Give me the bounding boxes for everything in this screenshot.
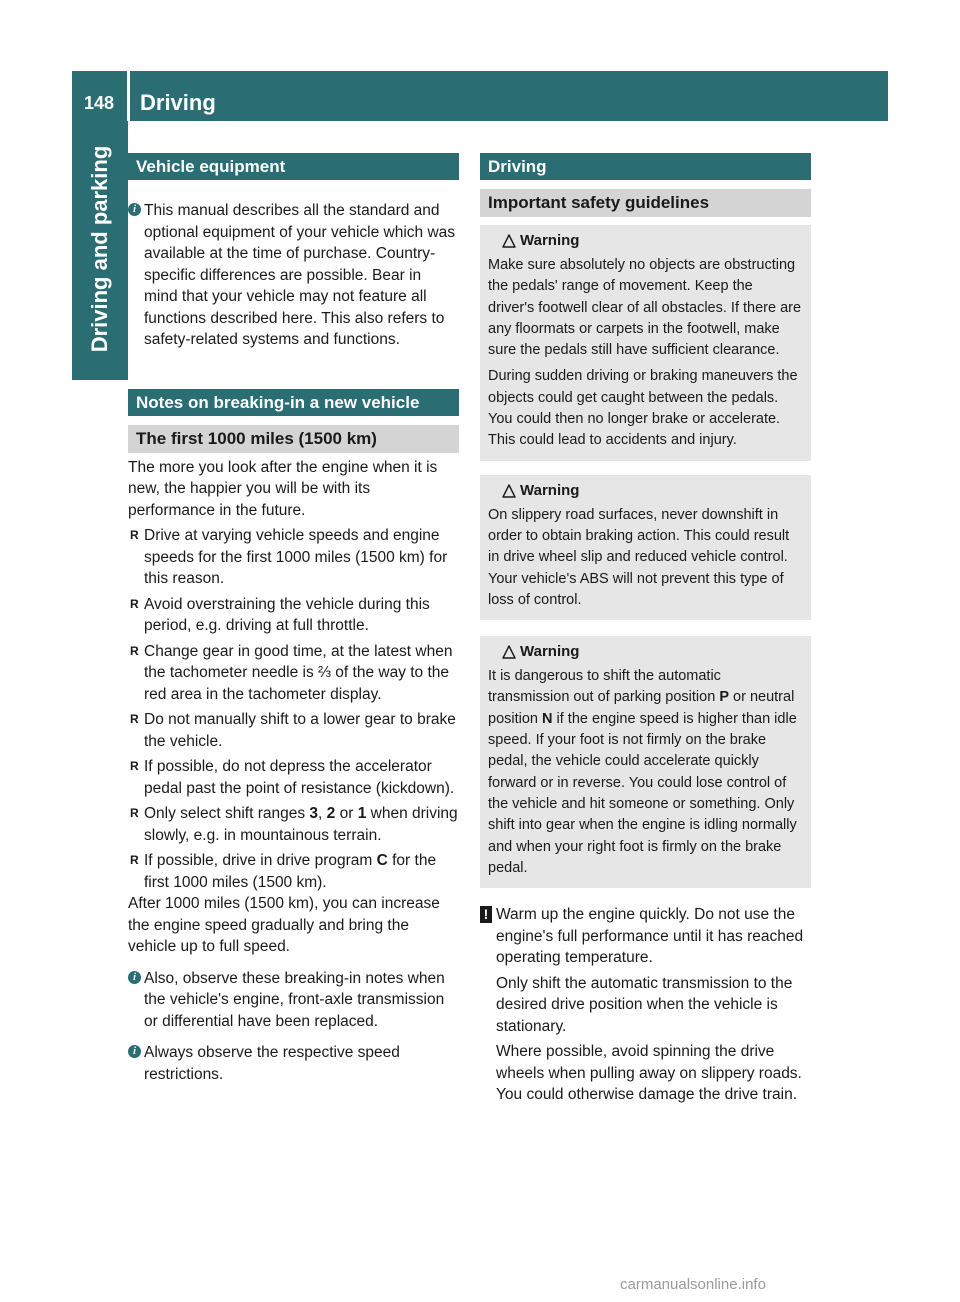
- text-run: or: [335, 805, 358, 822]
- heading-vehicle-equipment: Vehicle equipment: [128, 153, 459, 180]
- side-tab-label: Driving and parking: [87, 145, 112, 353]
- left-column: [128, 153, 459, 1085]
- exclamation-icon: !: [480, 906, 492, 923]
- warning-label: Warning: [520, 643, 580, 661]
- breaking-in-list: [128, 525, 459, 893]
- notice-text: Where possible, avoid spinning the drive wheels when pulling away on slippery roads. You could otherwise damage the drive train.: [496, 1043, 802, 1104]
- header-divider: [127, 71, 130, 121]
- warning-triangle-icon: [502, 645, 516, 659]
- list-item: R Drive at varying vehicle speeds and engine speeds for the first 1000 miles (1500 km) for this reason.: [128, 525, 459, 590]
- info-icon: i: [128, 203, 141, 216]
- list-item: R If possible, do not depress the accelerator pedal past the point of resistance (kickdown).: [128, 756, 459, 799]
- list-item-shift-ranges: [128, 803, 459, 846]
- chapter-title: Driving: [140, 90, 216, 115]
- text-run: Only select shift ranges: [144, 805, 310, 822]
- warning-box-pedals: [480, 225, 811, 461]
- text-run: Warm up the engine quickly. Do not use the engine's full performance until it has reached operating temperature.: [496, 906, 804, 967]
- info-note-speed-restrictions: [128, 1042, 459, 1085]
- warning-label: Warning: [520, 481, 580, 499]
- info-icon: i: [128, 971, 141, 984]
- side-tab: [72, 121, 128, 380]
- info-note-breaking-in: [128, 968, 459, 1033]
- text-run: if the engine speed is higher than idle speed. If your foot is not firmly on the brake pedal, the vehicle could accelerate quickly forward or in reverse. You could lose control of the vehicle and hit someone or something. Only shift into gear when the engine is idling normally and when your right foot is firmly on the brake pedal.: [488, 710, 797, 876]
- page-number: 148: [84, 93, 115, 113]
- text-run: or neutral position: [488, 689, 795, 727]
- warning-head: [488, 231, 803, 251]
- breaking-in-outro: After 1000 miles (1500 km), you can increase the engine speed gradually and bring the vehicle up to full speed.: [128, 895, 440, 955]
- heading-breaking-in: Notes on breaking-in a new vehicle: [128, 389, 459, 416]
- info-note-text: This manual describes all the standard and optional equipment of your vehicle which was available at the time of purchase. Country-specific differences are possible. Bear in mind that your vehicle may not feature all functions described here. This also refers to safety-related systems and functions.: [144, 202, 456, 348]
- position-p: P: [719, 689, 729, 706]
- warning-text: During sudden driving or braking maneuvers the objects could get caught between the pedals. You could then no longer brake or accelerate. This could lead to accidents and injury.: [488, 368, 798, 449]
- subheading-safety-guidelines: Important safety guidelines: [480, 189, 811, 217]
- text-run: for the first 1000 miles (1500 km).: [144, 852, 437, 891]
- notice-text: [480, 904, 811, 969]
- text-run: ,: [318, 805, 327, 822]
- text-run: when driving slowly, e.g. in mountainous terrain.: [144, 805, 458, 844]
- list-item: R Change gear in good time, at the latest when the tachometer needle is ⅔ of the way to the red area in the tachometer display.: [128, 641, 459, 706]
- list-item: R Avoid overstraining the vehicle during this period, e.g. driving at full throttle.: [128, 594, 459, 637]
- info-note-vehicle-equipment: [128, 200, 459, 351]
- notice-engine-warmup: [480, 904, 811, 1106]
- text-run: It is dangerous to shift the automatic transmission out of parking position: [488, 668, 721, 706]
- subheading-first-1000-miles: The first 1000 miles (1500 km): [128, 425, 459, 453]
- drive-program-c: C: [376, 852, 388, 869]
- text-run: If possible, drive in drive program: [144, 852, 377, 869]
- warning-triangle-icon: [502, 234, 516, 248]
- warning-box-shift-gear: [480, 636, 811, 888]
- warning-label: Warning: [520, 232, 580, 249]
- shift-range-2: 2: [326, 805, 336, 822]
- warning-text: Make sure absolutely no objects are obstructing the pedals' range of movement. Keep the driver's footwell clear of all obstacles. If there are any floormats or carpets in the footwell, make sure the pedals still have sufficient clearance.: [488, 257, 802, 359]
- info-icon: i: [128, 1045, 141, 1058]
- right-column: [480, 153, 811, 1106]
- breaking-in-intro: The more you look after the engine when it is new, the happier you will be with its performance in the future.: [128, 458, 438, 519]
- notice-text: Only shift the automatic transmission to the desired drive position when the vehicle is stationary.: [496, 974, 793, 1035]
- list-item-drive-program: [128, 850, 459, 893]
- position-n: N: [542, 710, 553, 727]
- warning-text: On slippery road surfaces, never downshift in order to obtain braking action. This could result in drive wheel slip and reduced vehicle control. Your vehicle's ABS will not prevent this type of loss of control.: [488, 506, 790, 608]
- warning-head: [488, 642, 803, 662]
- info-note-text: Also, observe these breaking-in notes when the vehicle's engine, front-axle transmission or differential have been replaced.: [144, 969, 445, 1030]
- shift-range-3: 3: [309, 805, 319, 822]
- watermark: carmanualsonline.info: [620, 1276, 766, 1293]
- warning-box-downshift: [480, 475, 811, 620]
- heading-driving: Driving: [480, 153, 811, 180]
- shift-range-1: 1: [357, 805, 367, 822]
- warning-triangle-icon: [502, 484, 516, 498]
- info-note-text: Always observe the respective speed restrictions.: [144, 1044, 400, 1083]
- warning-head: [488, 481, 803, 501]
- warning-text: [488, 666, 803, 879]
- list-item: R Do not manually shift to a lower gear to brake the vehicle.: [128, 709, 459, 752]
